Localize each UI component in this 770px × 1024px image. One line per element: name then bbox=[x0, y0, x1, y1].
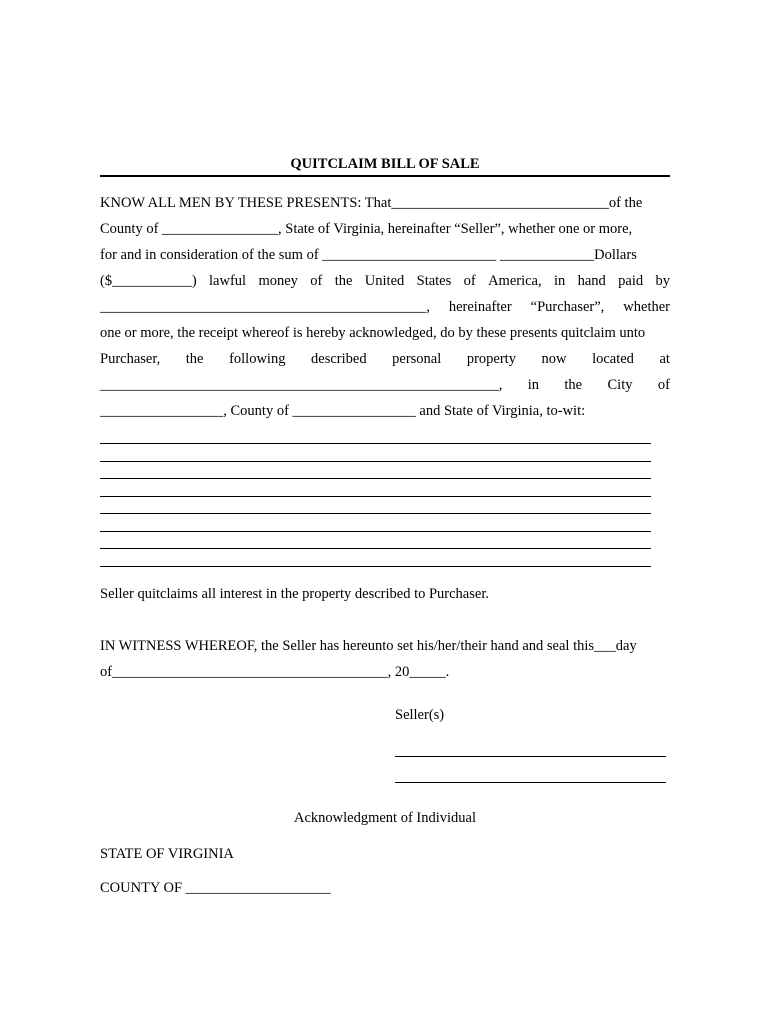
witness-line-2: of______________________________________, 20_____. bbox=[100, 664, 450, 680]
sellers-label: Seller(s) bbox=[395, 707, 445, 723]
paragraph-line-7 bbox=[100, 350, 670, 368]
word: the bbox=[334, 273, 353, 289]
paragraph-line-3: for and in consideration of the sum of ________________________ _____________Dollars bbox=[100, 247, 637, 263]
word: of bbox=[463, 273, 476, 289]
acknowledgment-heading: Acknowledgment of Individual bbox=[293, 810, 476, 826]
word: of bbox=[657, 377, 670, 393]
county-line: COUNTY OF ____________________ bbox=[100, 880, 331, 896]
word: Purchaser, bbox=[100, 351, 161, 367]
word: _____________________________________________, bbox=[100, 299, 430, 315]
paragraph-line-6: one or more, the receipt whereof is hereby acknowledged, do by these presents quitclaim unto bbox=[100, 325, 646, 341]
title-underline bbox=[100, 175, 670, 177]
word: described bbox=[311, 351, 367, 367]
word: the bbox=[185, 351, 204, 367]
word: United bbox=[364, 273, 405, 289]
word: by bbox=[655, 273, 670, 289]
word: States bbox=[416, 273, 452, 289]
word: in bbox=[527, 377, 540, 393]
paragraph-line-8 bbox=[100, 376, 670, 394]
quitclaim-statement: Seller quitclaims all interest in the property described to Purchaser. bbox=[100, 586, 489, 602]
paragraph-line-1: KNOW ALL MEN BY THESE PRESENTS: That______________________________of the bbox=[100, 195, 643, 211]
paragraph-line-2: County of ________________, State of Virginia, hereinafter “Seller”, whether one or more, bbox=[100, 221, 633, 237]
word: “Purchaser”, bbox=[530, 299, 605, 315]
seller-signature-line bbox=[395, 756, 666, 757]
word: _______________________________________________________, bbox=[100, 377, 503, 393]
word: hand bbox=[577, 273, 606, 289]
property-description-line bbox=[100, 496, 651, 497]
document-title: QUITCLAIM BILL OF SALE bbox=[290, 156, 480, 172]
word: now bbox=[541, 351, 567, 367]
word: of bbox=[310, 273, 323, 289]
word: property bbox=[466, 351, 516, 367]
word: America, bbox=[488, 273, 542, 289]
word: personal bbox=[392, 351, 442, 367]
paragraph-line-9: _________________, County of _________________ and State of Virginia, to-wit: bbox=[100, 403, 586, 419]
seller-signature-line bbox=[395, 782, 666, 783]
property-description-line bbox=[100, 513, 651, 514]
word: the bbox=[564, 377, 583, 393]
word: lawful bbox=[209, 273, 247, 289]
word: whether bbox=[623, 299, 670, 315]
word: ($___________) bbox=[100, 273, 197, 289]
property-description-line bbox=[100, 478, 651, 479]
property-description-line bbox=[100, 461, 651, 462]
witness-line-1: IN WITNESS WHEREOF, the Seller has hereunto set his/her/their hand and seal this___day bbox=[100, 638, 637, 654]
word: following bbox=[229, 351, 286, 367]
word: located bbox=[592, 351, 634, 367]
word: hereinafter bbox=[448, 299, 512, 315]
state-line: STATE OF VIRGINIA bbox=[100, 846, 234, 862]
paragraph-line-5 bbox=[100, 298, 670, 316]
property-description-line bbox=[100, 443, 651, 444]
word: City bbox=[607, 377, 633, 393]
word: in bbox=[553, 273, 566, 289]
word: money bbox=[258, 273, 298, 289]
word: at bbox=[659, 351, 670, 367]
property-description-line bbox=[100, 548, 651, 549]
property-description-line bbox=[100, 566, 651, 567]
word: paid bbox=[618, 273, 644, 289]
property-description-line bbox=[100, 531, 651, 532]
paragraph-line-4 bbox=[100, 272, 670, 290]
